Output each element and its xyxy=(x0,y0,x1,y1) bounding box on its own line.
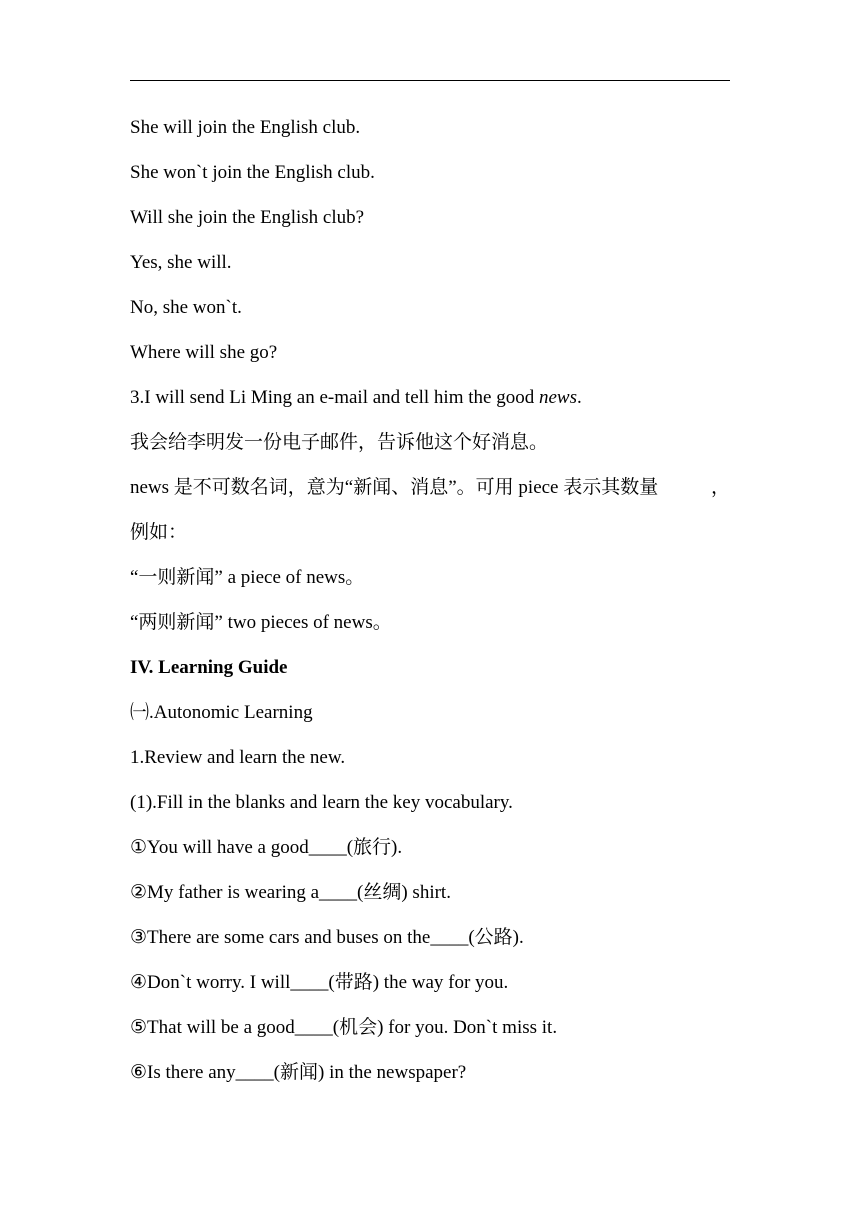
example-sentence: Where will she go? xyxy=(130,342,278,363)
task-instruction: (1).Fill in the blanks and learn the key vocabulary. xyxy=(130,792,513,813)
sentence-3 xyxy=(130,375,730,420)
exercise-item: ⑤That will be a good____(机会) for you. Don`t miss it. xyxy=(130,1017,558,1038)
step-heading: 1.Review and learn the new. xyxy=(130,747,346,768)
grammar-note-comma: ， xyxy=(710,477,730,498)
document-body xyxy=(130,105,730,1095)
example-sentence: Will she join the English club? xyxy=(130,207,365,228)
exercise-item: ④Don`t worry. I will____(带路) the way for you. xyxy=(130,972,509,993)
exercise-item: ②My father is wearing a____(丝绸) shirt. xyxy=(130,882,451,903)
sentence-3-text: 3.I will send Li Ming an e-mail and tell him the good xyxy=(130,387,539,408)
section-heading: IV. Learning Guide xyxy=(130,657,288,678)
exercise-item: ①You will have a good____(旅行). xyxy=(130,837,403,858)
translation: 我会给李明发一份电子邮件，告诉他这个好消息。 xyxy=(130,432,549,453)
example-sentence: Yes, she will. xyxy=(130,252,232,273)
grammar-note-text: news 是不可数名词，意为“新闻、消息”。可用 piece 表示其数量 xyxy=(130,477,659,498)
example-sentence: No, she won`t. xyxy=(130,297,242,318)
grammar-note-continuation: 例如： xyxy=(130,522,188,543)
sentence-3-end: . xyxy=(576,387,582,408)
header-rule xyxy=(130,80,730,81)
subsection-heading: ㈠.Autonomic Learning xyxy=(130,702,313,723)
grammar-note xyxy=(130,465,730,510)
sentence-3-keyword: news xyxy=(538,387,577,408)
example-sentence: She won`t join the English club. xyxy=(130,162,375,183)
grammar-example: “一则新闻” a piece of news。 xyxy=(130,567,365,588)
grammar-example: “两则新闻” two pieces of news。 xyxy=(130,612,392,633)
exercise-item: ③There are some cars and buses on the____(公路). xyxy=(130,927,524,948)
exercise-item: ⑥Is there any____(新闻) in the newspaper? xyxy=(130,1062,467,1083)
example-sentence: She will join the English club. xyxy=(130,117,361,138)
